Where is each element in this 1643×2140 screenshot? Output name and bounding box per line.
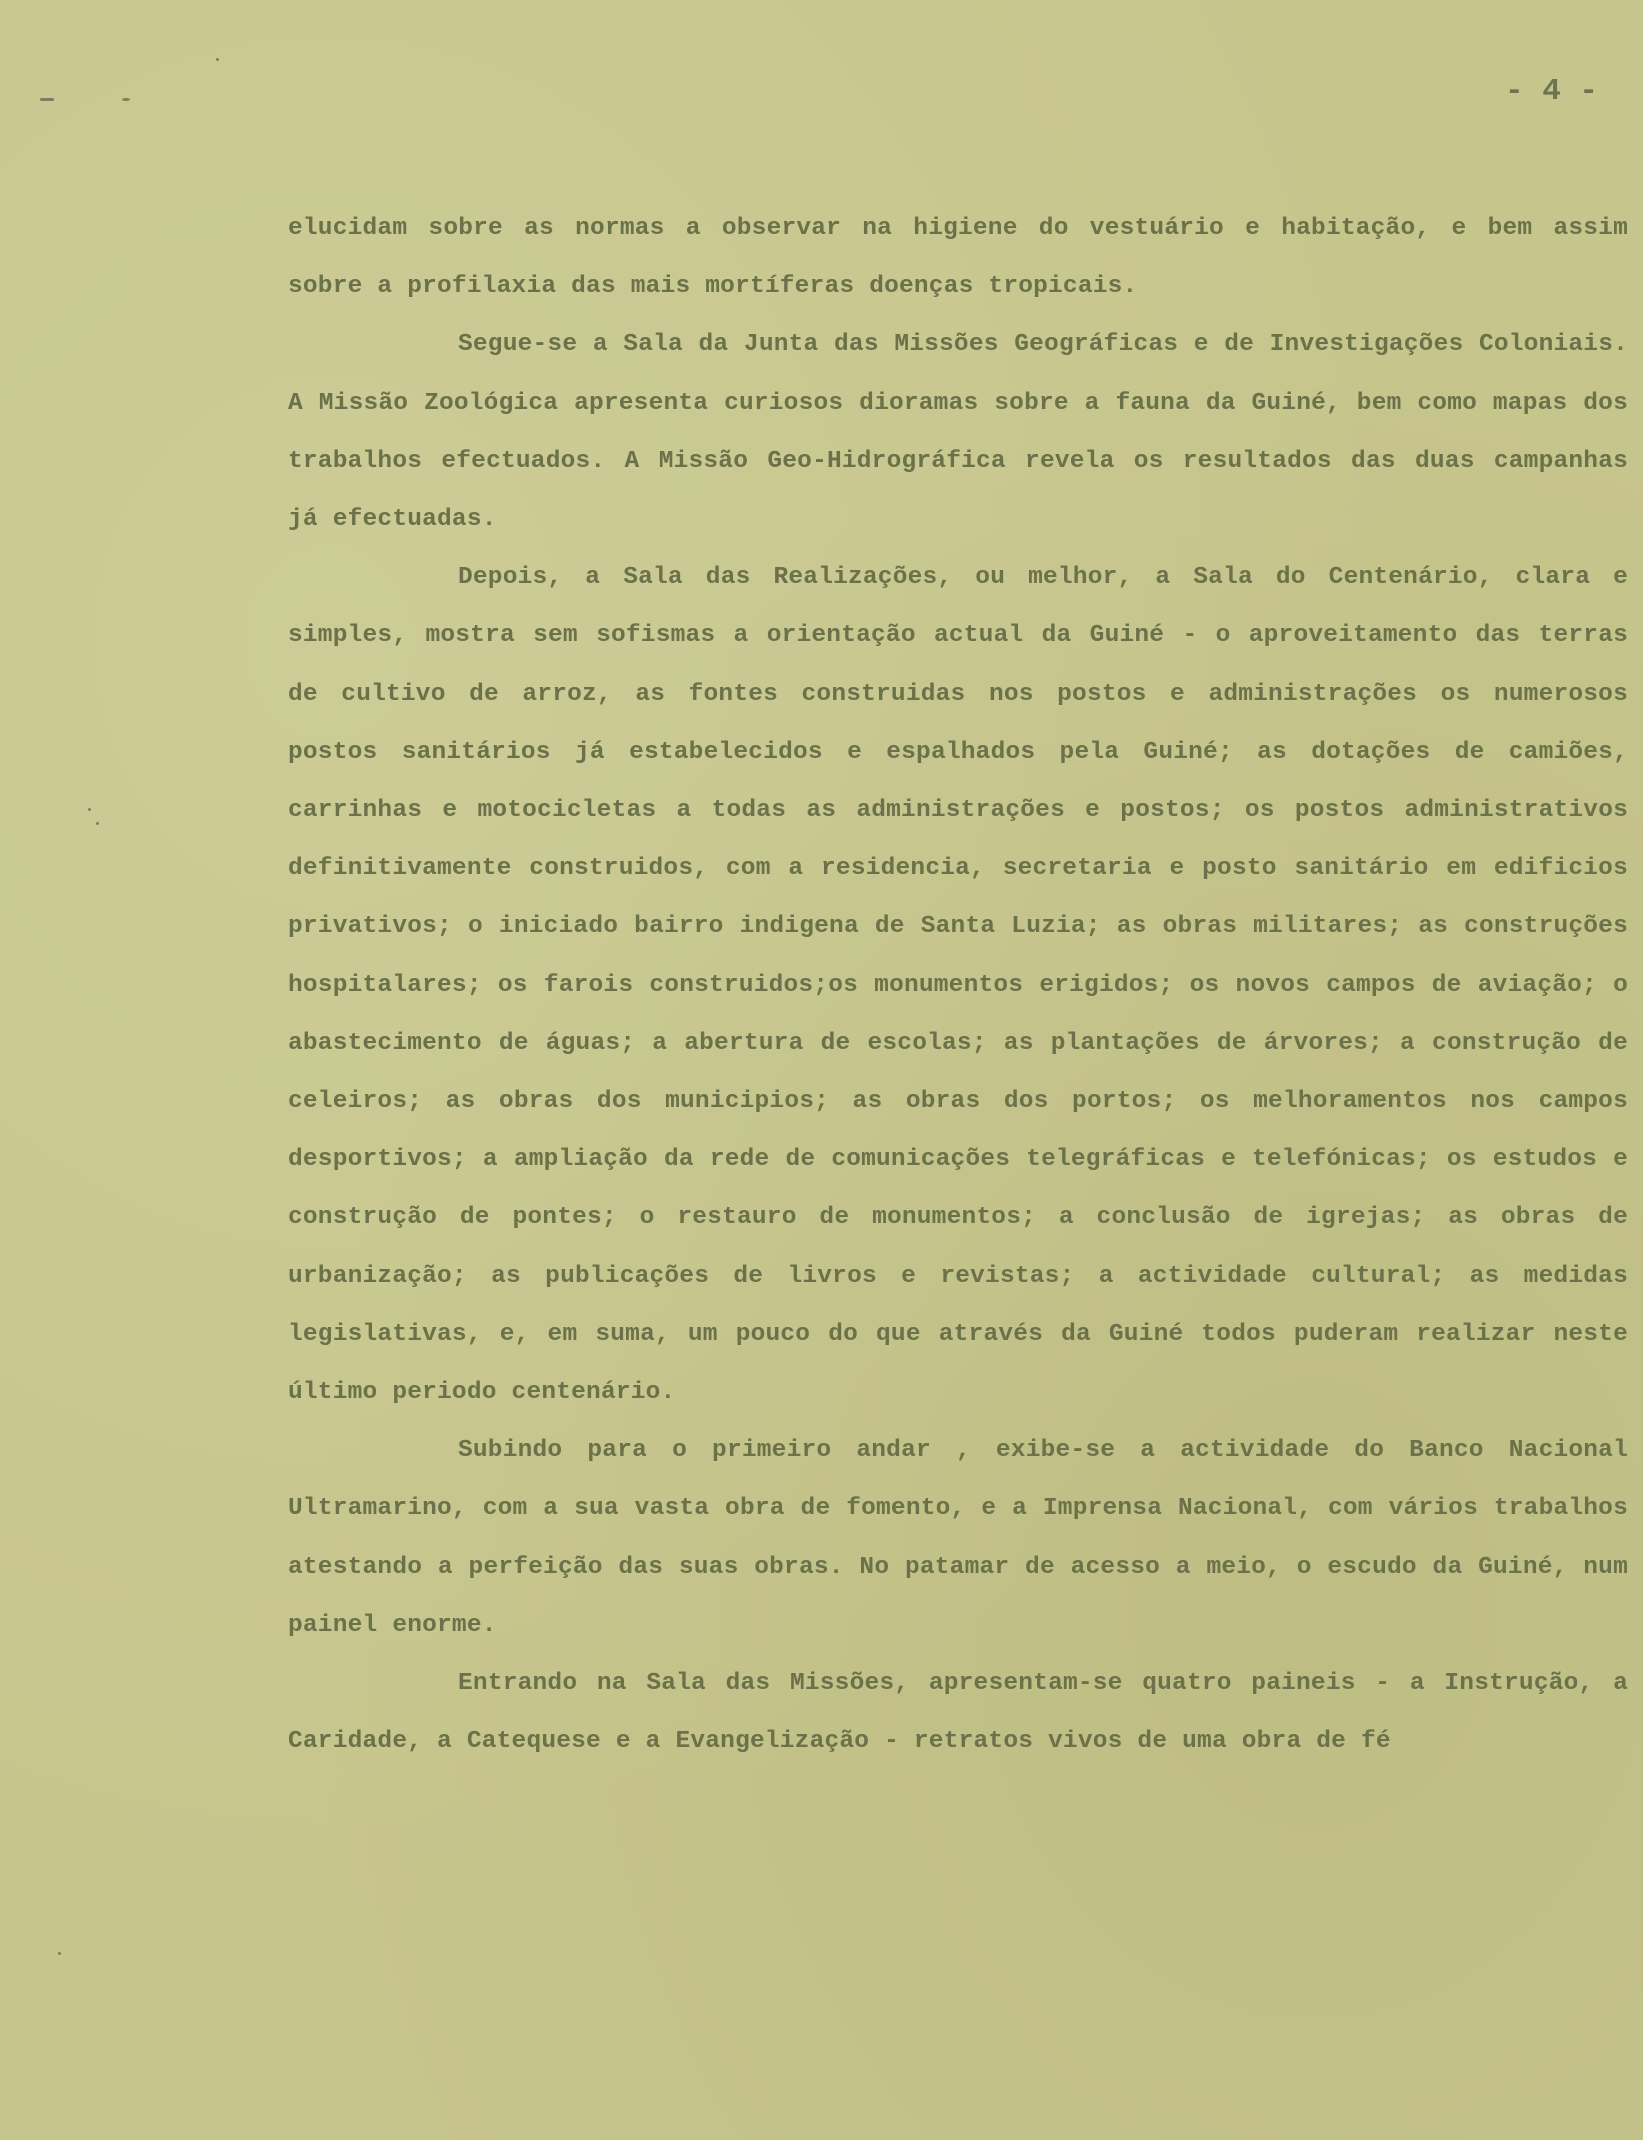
paragraph-2 — [288, 316, 1628, 549]
paragraph-text: Subindo para o primeiro andar , exibe-se a actividade do Banco Nacional Ultramarino, com a sua vasta obra de fomento, e a Imprensa Nacional, com vários trabalhos atestando a perfeição das suas obras. No patamar de acesso a meio, o escudo da Guiné, num painel enorme. — [288, 1437, 1628, 1639]
body-text — [288, 200, 1628, 1771]
page-number: - 4 - — [1505, 74, 1599, 109]
paper-speck — [96, 822, 99, 825]
paper-speck — [216, 58, 219, 61]
paragraph-text: Depois, a Sala das Realizações, ou melhor, a Sala do Centenário, clara e simples, mostra sem sofismas a orientação actual da Guiné - o aproveitamento das terras de cultivo de arroz, as fontes construidas nos postos e administrações os numerosos postos sanitários já estabelecidos e espalhados pela Guiné; as dotações de camiões, carrinhas e motocicletas a todas as administrações e postos; os postos administrativos definitivamente construidos, com a residencia, secretaria e posto sanitário em edificios privativos; o iniciado bairro indigena de Santa Luzia; as obras militares; as construções hospitalares; os farois construidos;os monumentos erigidos; os novos campos de aviação; o abastecimento de águas; a abertura de escolas; as plantações de árvores; a construção de celeiros; as obras dos municipios; as obras dos portos; os melhoramentos nos campos desportivos; a ampliação da rede de comunicações telegráficas e telefónicas; os estudos e construção de pontes; o restauro de monumentos; a conclusão de igrejas; as obras de urbanização; as publicações de livros e revistas; a actividade cultural; as medidas legislativas, e, em suma, um pouco do que através da Guiné todos puderam realizar neste último periodo centenário. — [288, 564, 1628, 1407]
paragraph-3 — [288, 549, 1628, 1422]
paper-speck — [40, 98, 54, 101]
paragraph-1 — [288, 200, 1628, 316]
paragraph-text: elucidam sobre as normas a observar na higiene do vestuário e habitação, e bem assim sobre a profilaxia das mais mortíferas doenças tropicais. — [288, 215, 1628, 301]
paper-speck — [58, 1952, 61, 1955]
paragraph-text: Entrando na Sala das Missões, apresentam-se quatro paineis - a Instrução, a Caridade, a Catequese e a Evangelização - retratos vivos de uma obra de fé — [288, 1670, 1628, 1756]
paper-speck — [122, 98, 130, 101]
paper-speck — [88, 808, 91, 811]
paragraph-5 — [288, 1655, 1628, 1771]
paragraph-text: Segue-se a Sala da Junta das Missões Geográficas e de Investigações Coloniais. A Missão Zoológica apresenta curiosos dioramas sobre a fauna da Guiné, bem como mapas dos trabalhos efectuados. A Missão Geo-Hidrográfica revela os resultados das duas campanhas já efectuadas. — [288, 331, 1628, 534]
paragraph-4 — [288, 1422, 1628, 1655]
